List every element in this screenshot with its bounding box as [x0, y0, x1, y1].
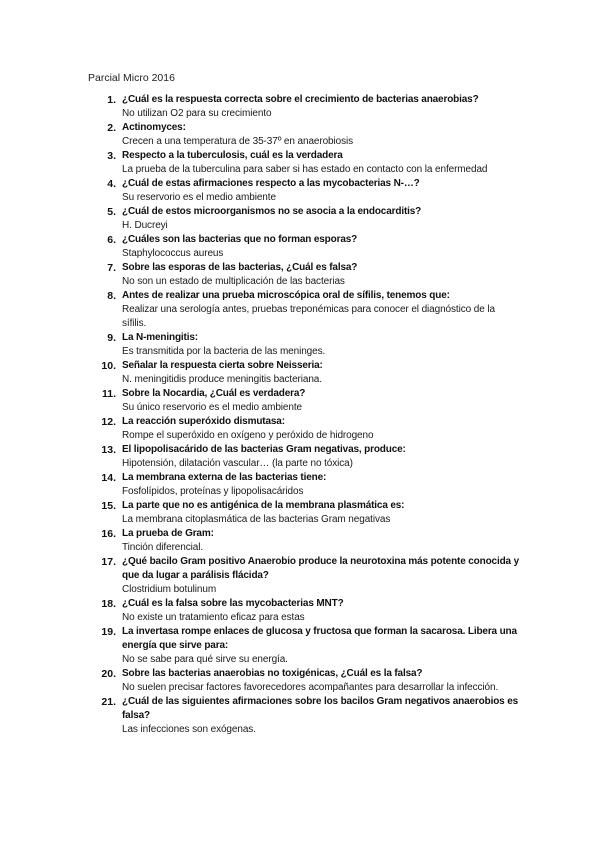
answer-text: N. meningitidis produce meningitis bacteriana.	[122, 374, 322, 385]
question-text: Respecto a la tuberculosis, cuál es la verdadera	[122, 150, 343, 161]
question-number: 18.	[101, 598, 116, 610]
question-text: La invertasa rompe enlaces de glucosa y fructosa que forman la sacarosa. Libera una energía que sirve para:	[122, 626, 517, 651]
question-text: Señalar la respuesta cierta sobre Neisseria:	[122, 360, 323, 371]
answer-text: La prueba de la tuberculina para saber si has estado en contacto con la enfermedad	[122, 164, 488, 175]
document-title: Parcial Micro 2016	[88, 72, 175, 84]
answer-text: No son un estado de multiplicación de las bacterias	[122, 276, 345, 287]
question-number: 7.	[107, 262, 116, 274]
question-text: La prueba de Gram:	[122, 528, 214, 539]
question-number: 3.	[107, 150, 116, 162]
question-number: 9.	[107, 332, 116, 344]
question-number: 4.	[107, 178, 116, 190]
question-text: Antes de realizar una prueba microscópica oral de sífilis, tenemos que:	[122, 290, 450, 301]
question-number: 19.	[101, 626, 116, 638]
question-item	[100, 359, 520, 387]
question-text: ¿Cuáles son las bacterias que no forman esporas?	[122, 234, 358, 245]
question-text: ¿Cuál es la respuesta correcta sobre el crecimiento de bacterias anaerobias?	[122, 94, 479, 105]
question-text: La membrana externa de las bacterias tiene:	[122, 472, 327, 483]
answer-text: Es transmitida por la bacteria de las meninges.	[122, 346, 326, 357]
question-text: ¿Qué bacilo Gram positivo Anaerobio produce la neurotoxina más potente conocida y que da lugar a parálisis flácida?	[122, 556, 519, 581]
question-number: 11.	[101, 388, 116, 400]
question-number: 21.	[101, 696, 116, 708]
question-item	[100, 625, 520, 667]
question-item	[100, 527, 520, 555]
answer-text: Realizar una serología antes, pruebas treponémicas para conocer el diagnóstico de la sífilis.	[122, 304, 495, 329]
question-item	[100, 387, 520, 415]
question-number: 10.	[101, 360, 116, 372]
answer-text: Fosfolípidos, proteínas y lipopolisacáridos	[122, 486, 304, 497]
question-number: 20.	[101, 668, 116, 680]
answer-text: H. Ducreyi	[122, 220, 168, 231]
question-item	[100, 233, 520, 261]
question-text: Sobre la Nocardia, ¿Cuál es verdadera?	[122, 388, 306, 399]
answer-text: No existe un tratamiento eficaz para estas	[122, 612, 305, 623]
question-item	[100, 177, 520, 205]
question-text: ¿Cuál de las siguientes afirmaciones sobre los bacilos Gram negativos anaerobios es falsa?	[122, 696, 519, 721]
question-number: 5.	[107, 206, 116, 218]
answer-text: No utilizan O2 para su crecimiento	[122, 108, 272, 119]
answer-text: Su único reservorio es el medio ambiente	[122, 402, 302, 413]
answer-text: Las infecciones son exógenas.	[122, 724, 256, 735]
answer-text: Crecen a una temperatura de 35-37º en anaerobiosis	[122, 136, 354, 147]
question-number: 8.	[107, 290, 116, 302]
question-item	[100, 331, 520, 359]
question-text: La reacción superóxido dismutasa:	[122, 416, 285, 427]
question-number: 16.	[101, 528, 116, 540]
question-item	[100, 289, 520, 331]
answer-text: Rompe el superóxido en oxígeno y peróxido de hidrogeno	[122, 430, 374, 441]
answer-text: No se sabe para qué sirve su energía.	[122, 654, 288, 665]
question-item	[100, 415, 520, 443]
question-text: Actinomyces:	[122, 122, 186, 133]
question-number: 15.	[101, 500, 116, 512]
question-item	[100, 443, 520, 471]
question-text: ¿Cuál de estas afirmaciones respecto a las mycobacterias N-…?	[122, 178, 420, 189]
question-item	[100, 555, 520, 597]
question-text: La parte que no es antigénica de la membrana plasmática es:	[122, 500, 405, 511]
answer-text: Clostridium botulinum	[122, 584, 217, 595]
question-number: 2.	[107, 122, 116, 134]
question-item	[100, 499, 520, 527]
question-item	[100, 205, 520, 233]
question-number: 6.	[107, 234, 116, 246]
question-item	[100, 261, 520, 289]
question-item	[100, 121, 520, 149]
question-item	[100, 597, 520, 625]
answer-text: La membrana citoplasmática de las bacterias Gram negativas	[122, 514, 391, 525]
question-text: El lipopolisacárido de las bacterias Gram negativas, produce:	[122, 444, 406, 455]
question-number: 14.	[101, 472, 116, 484]
answer-text: Tinción diferencial.	[122, 542, 204, 553]
question-text: Sobre las bacterias anaerobias no toxigénicas, ¿Cuál es la falsa?	[122, 668, 423, 679]
question-item	[100, 695, 520, 737]
question-number: 1.	[107, 94, 116, 106]
question-text: ¿Cuál de estos microorganismos no se asocia a la endocarditis?	[122, 206, 422, 217]
answer-text: No suelen precisar factores favorecedores acompañantes para desarrollar la infección.	[122, 682, 499, 693]
question-item	[100, 667, 520, 695]
question-item	[100, 93, 520, 121]
question-number: 12.	[101, 416, 116, 428]
question-text: La N-meningitis:	[122, 332, 198, 343]
question-text: ¿Cuál es la falsa sobre las mycobacterias MNT?	[122, 598, 344, 609]
question-number: 17.	[101, 556, 116, 568]
answer-text: Su reservorio es el medio ambiente	[122, 192, 276, 203]
question-number: 13.	[101, 444, 116, 456]
question-list	[100, 93, 520, 737]
answer-text: Staphylococcus aureus	[122, 248, 224, 259]
question-item	[100, 149, 520, 177]
answer-text: Hipotensión, dilatación vascular… (la parte no tóxica)	[122, 458, 353, 469]
question-text: Sobre las esporas de las bacterias, ¿Cuál es falsa?	[122, 262, 358, 273]
question-item	[100, 471, 520, 499]
